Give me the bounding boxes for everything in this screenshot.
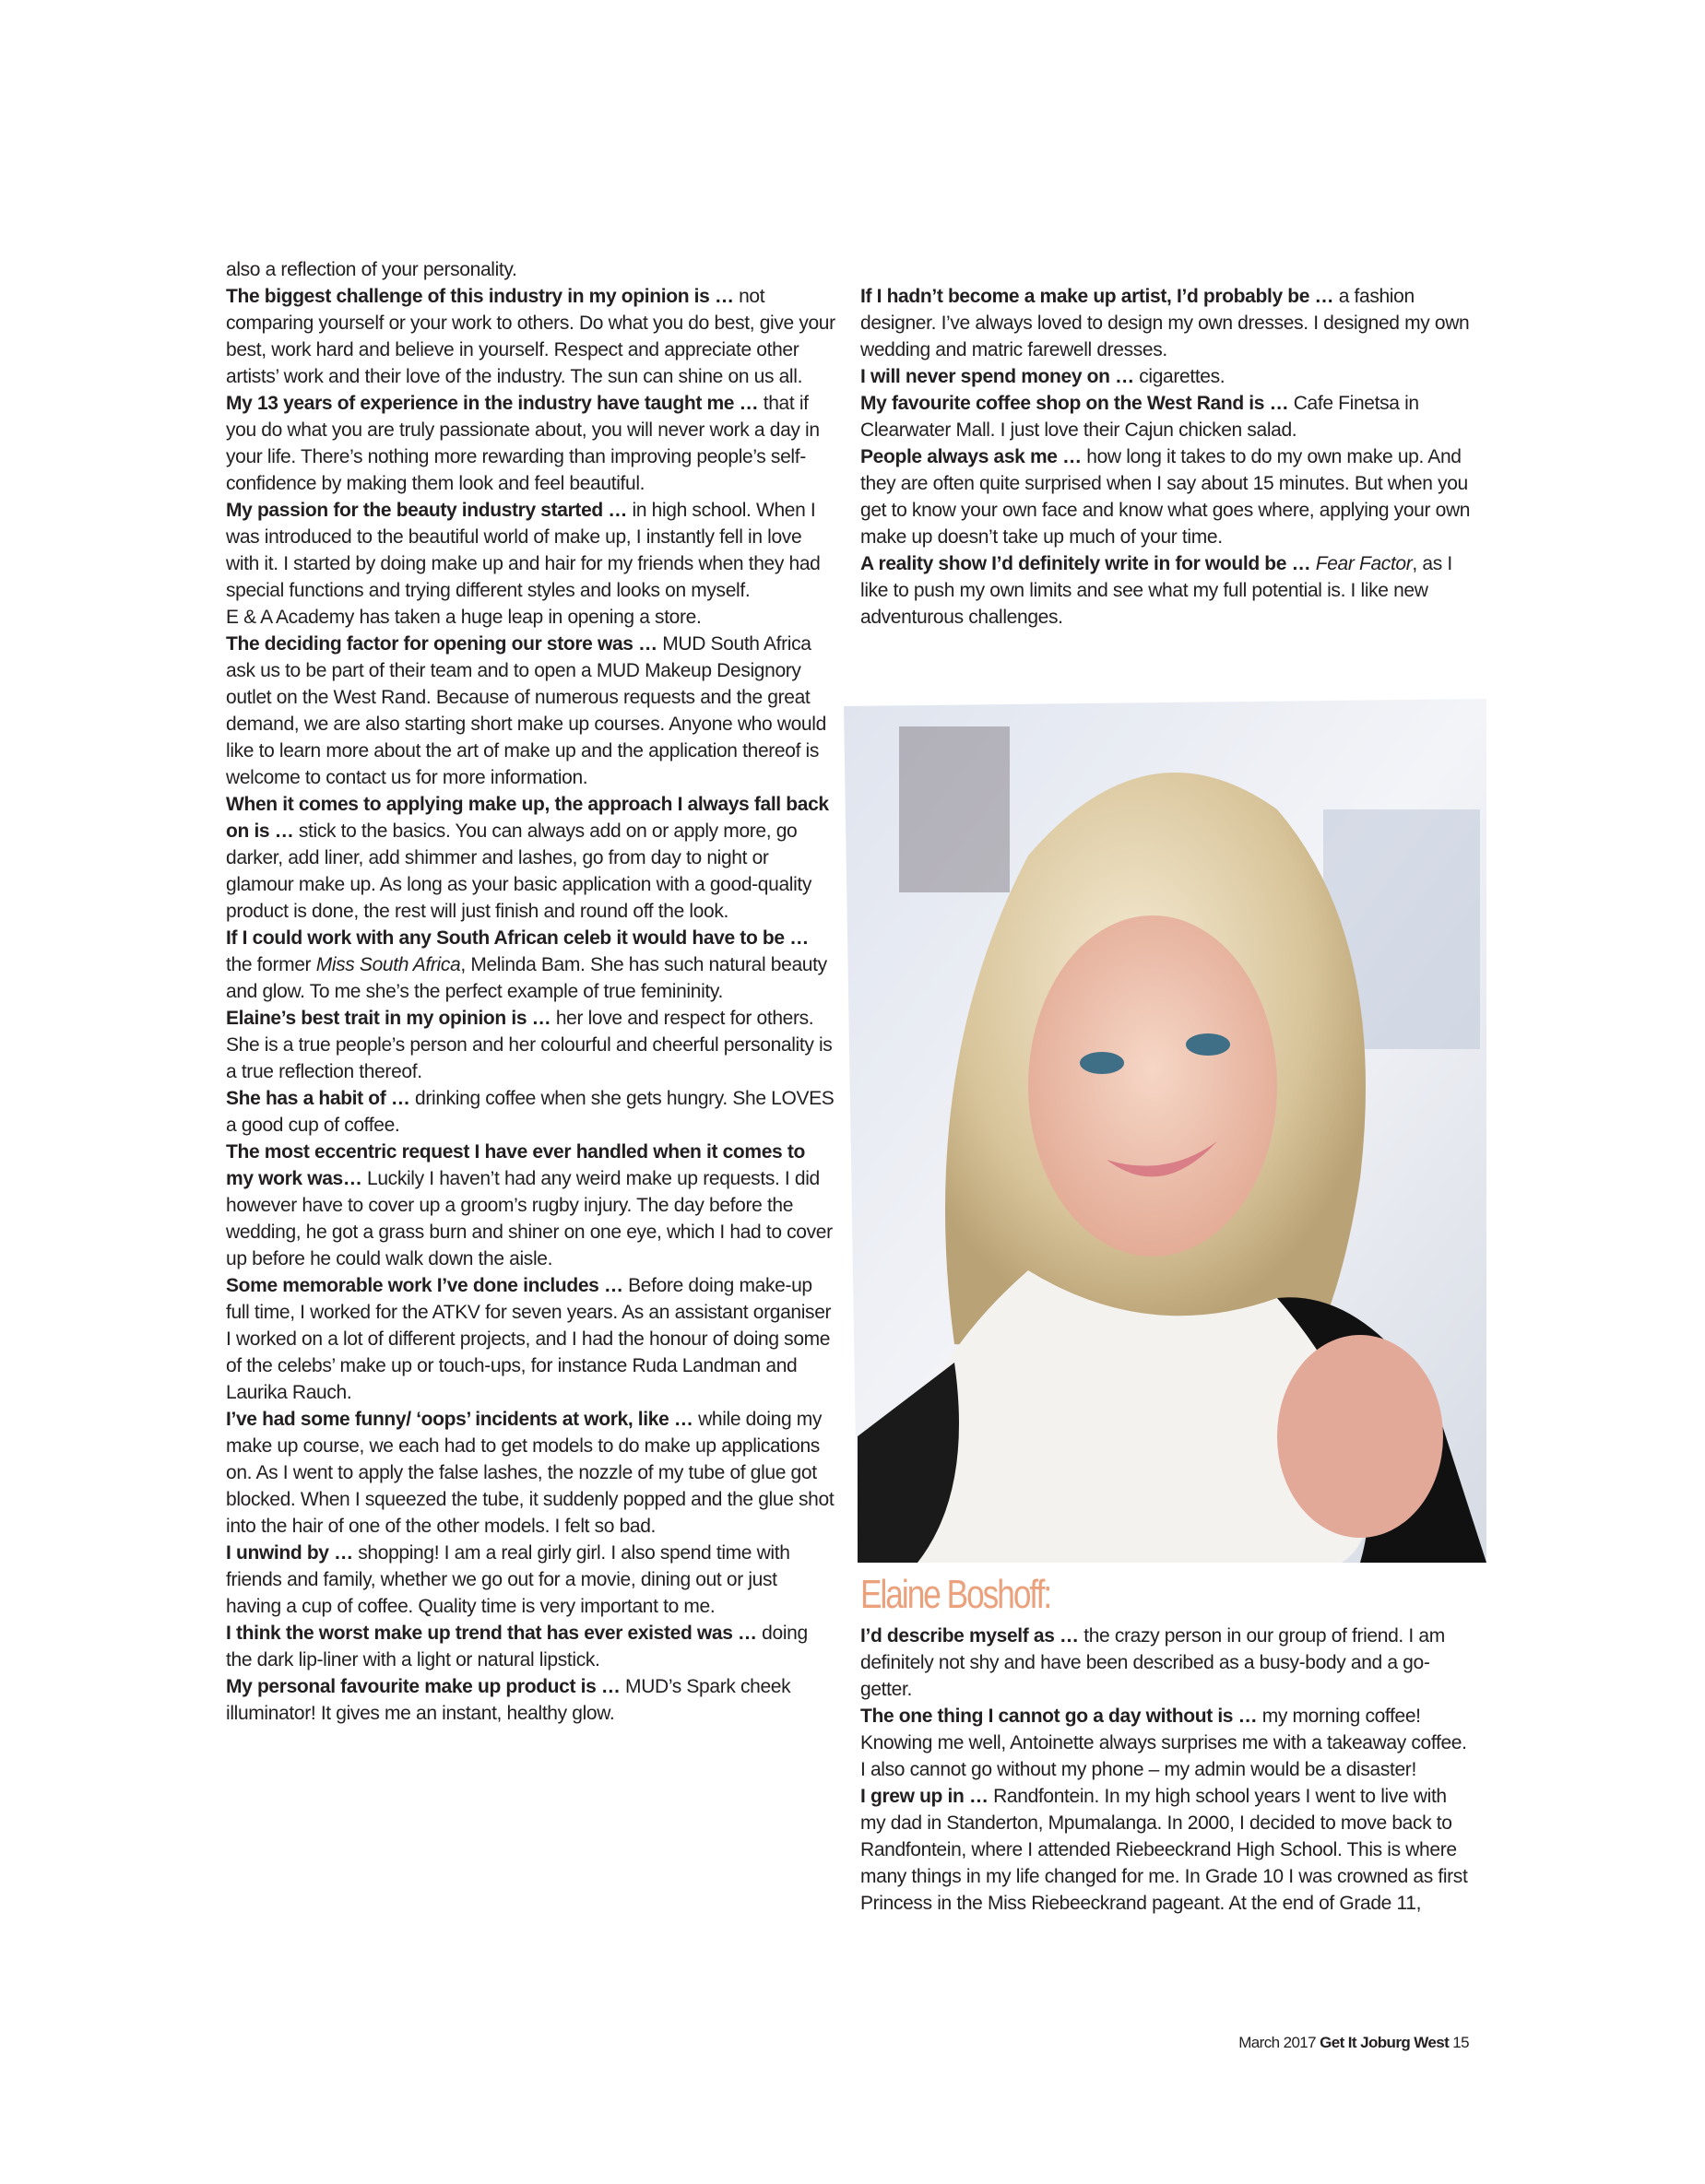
answer-text: Randfontein. In my high school years I went to live with my dad in Standerton, Mpumalanga. In 2000, I decided to move back to Randfontein, where I attended Riebeeckrand High School. This is where many things in my life changed for me. In Grade 10 I was crowned as first Princess in the Miss Riebeeckrand pageant. At the end of Grade 11, (860, 1786, 1468, 1914)
question-lead: The most eccentric request I have ever handled when it comes to my work was… (226, 1141, 805, 1189)
italic-title: Miss South Africa (315, 954, 461, 975)
answer-text: stick to the basics. You can always add on or apply more, go darker, add liner, add shimmer and lashes, go from day to night or glamour make up. As long as your basic application with a good-quality product is done, the rest will just finish and round off the look. (226, 820, 812, 922)
question-lead: My personal favourite make up product is … (226, 1676, 626, 1697)
question-lead: My 13 years of experience in the industry have taught me … (226, 393, 764, 414)
paragraph (860, 550, 1474, 631)
italic-title: Fear Factor (1315, 553, 1413, 574)
answer-text: E & A Academy has taken a huge leap in opening a store. (226, 607, 702, 628)
paragraph (226, 925, 836, 1005)
paragraph (860, 443, 1474, 550)
paragraph (226, 1620, 836, 1673)
question-lead: The one thing I cannot go a day without is … (860, 1706, 1262, 1727)
question-lead: Elaine’s best trait in my opinion is … (226, 1008, 556, 1029)
paragraph (226, 631, 836, 791)
question-lead: I will never spend money on … (860, 366, 1140, 387)
paragraph (226, 604, 836, 631)
answer-text: in high school. When I was introduced to the beautiful world of make up, I instantly fell in love with it. I started by doing make up and hair for my friends when they had special functions and trying different styles and looks on myself. (226, 500, 821, 601)
paragraph (860, 390, 1474, 443)
answer-text: , as I like to push my own limits and see what my full potential is. I like new adventurous challenges. (860, 553, 1452, 628)
footer-date: March 2017 (1238, 2034, 1320, 2051)
answer-text: Cafe Finetsa in Clearwater Mall. I just love their Cajun chicken salad. (860, 393, 1419, 441)
right-column-top (860, 283, 1474, 631)
question-lead: I’d describe myself as … (860, 1625, 1084, 1647)
question-lead: My favourite coffee shop on the West Rand is … (860, 393, 1294, 414)
question-lead: The biggest challenge of this industry in my opinion is … (226, 286, 740, 307)
paragraph (226, 1085, 836, 1139)
answer-text: my morning coffee! Knowing me well, Antoinette always surprises me with a takeaway coffee. I also cannot go without my phone – my admin would be a disaster! (860, 1706, 1467, 1780)
answer-text: a fashion designer. I’ve always loved to design my own dresses. I designed my own wedding and matric farewell dresses. (860, 286, 1470, 360)
paragraph (860, 283, 1474, 363)
answer-text: how long it takes to do my own make up. And they are often quite surprised when I say about 15 minutes. But when you get to know your own face and know what goes where, applying your own make up doesn’t take up much of your time. (860, 446, 1471, 548)
question-lead: I grew up in … (860, 1786, 994, 1807)
answer-text: the former (226, 954, 316, 975)
question-lead: If I could work with any South African celeb it would have to be … (226, 927, 809, 949)
paragraph (226, 256, 836, 283)
paragraph (226, 1540, 836, 1620)
question-lead: I unwind by … (226, 1542, 359, 1564)
question-lead: She has a habit of … (226, 1088, 416, 1109)
paragraph (860, 1783, 1474, 1917)
answer-text: Luckily I haven’t had any weird make up requests. I did however have to cover up a groom’s rugby injury. The day before the wedding, he got a grass burn and shiner on one eye, which I had to cover up before he could walk down the aisle. (226, 1168, 833, 1269)
paragraph (860, 363, 1474, 390)
paragraph (226, 390, 836, 497)
answer-text: drinking coffee when she gets hungry. She LOVES a good cup of coffee. (226, 1088, 835, 1136)
question-lead: I’ve had some funny/ ‘oops’ incidents at work, like … (226, 1409, 699, 1430)
answer-text: the crazy person in our group of friend. I am definitely not shy and have been described as a busy-body and a go-getter. (860, 1625, 1445, 1700)
paragraph (860, 1623, 1474, 1703)
page-footer (1238, 2033, 1469, 2053)
section-title: Elaine Boshoff: (860, 1572, 1051, 1617)
question-lead: People always ask me … (860, 446, 1087, 467)
paragraph (226, 283, 836, 390)
paragraph (226, 1406, 836, 1540)
answer-text: also a reflection of your personality. (226, 259, 517, 280)
footer-publication: Get It Joburg West (1320, 2034, 1450, 2051)
paragraph (226, 497, 836, 604)
paragraph (226, 791, 836, 925)
answer-text: , Melinda Bam. She has such natural beauty and glow. To me she’s the perfect example of true femininity. (226, 954, 827, 1002)
paragraph (226, 1272, 836, 1406)
question-lead: A reality show I’d definitely write in for would be … (860, 553, 1316, 574)
answer-text: MUD South Africa ask us to be part of their team and to open a MUD Makeup Designory outlet on the West Rand. Because of numerous requests and the great demand, we are also starting short make up courses. Anyone who would like to learn more about the art of make up and the application thereof is welcome to contact us for more information. (226, 633, 826, 788)
answer-text: MUD’s Spark cheek illuminator! It gives me an instant, healthy glow. (226, 1676, 791, 1724)
paragraph (860, 1703, 1474, 1783)
answer-text: that if you do what you are truly passionate about, you will never work a day in your life. There’s nothing more rewarding than improving people’s self-confidence by making them look and feel beautiful. (226, 393, 820, 494)
question-lead: When it comes to applying make up, the approach I always fall back on is … (226, 794, 829, 842)
portrait-photo (844, 699, 1486, 1563)
answer-text: her love and respect for others. She is a true people’s person and her colourful and cheerful personality is a true reflection thereof. (226, 1008, 833, 1082)
answer-text: doing the dark lip-liner with a light or natural lipstick. (226, 1623, 808, 1670)
question-lead: The deciding factor for opening our store was … (226, 633, 663, 655)
answer-text: cigarettes. (1139, 366, 1225, 387)
paragraph (226, 1139, 836, 1272)
question-lead: I think the worst make up trend that has ever existed was … (226, 1623, 763, 1644)
question-lead: Some memorable work I’ve done includes … (226, 1275, 629, 1296)
answer-text: shopping! I am a real girly girl. I also spend time with friends and family, whether we go out for a movie, dining out or just having a cup of coffee. Quality time is very important to me. (226, 1542, 790, 1617)
question-lead: If I hadn’t become a make up artist, I’d probably be … (860, 286, 1339, 307)
answer-text: while doing my make up course, we each had to get models to do make up applications on. As I went to apply the false lashes, the nozzle of my tube of glue got blocked. When I squeezed the tube, it suddenly popped and the glue shot into the hair of one of the other models. I felt so bad. (226, 1409, 835, 1537)
page-number: 15 (1449, 2034, 1469, 2051)
question-lead: My passion for the beauty industry started … (226, 500, 633, 521)
answer-text: Before doing make-up full time, I worked for the ATKV for seven years. As an assistant organiser I worked on a lot of different projects, and I had the honour of doing some of the celebs’ make up or touch-ups, for instance Ruda Landman and Laurika Rauch. (226, 1275, 832, 1403)
answer-text: not comparing yourself or your work to others. Do what you do best, give your best, work hard and believe in yourself. Respect and appreciate other artists’ work and their love of the industry. The sun can shine on us all. (226, 286, 835, 387)
paragraph (226, 1673, 836, 1727)
left-column (226, 256, 836, 1727)
paragraph (226, 1005, 836, 1085)
right-column-bottom (860, 1623, 1474, 1917)
